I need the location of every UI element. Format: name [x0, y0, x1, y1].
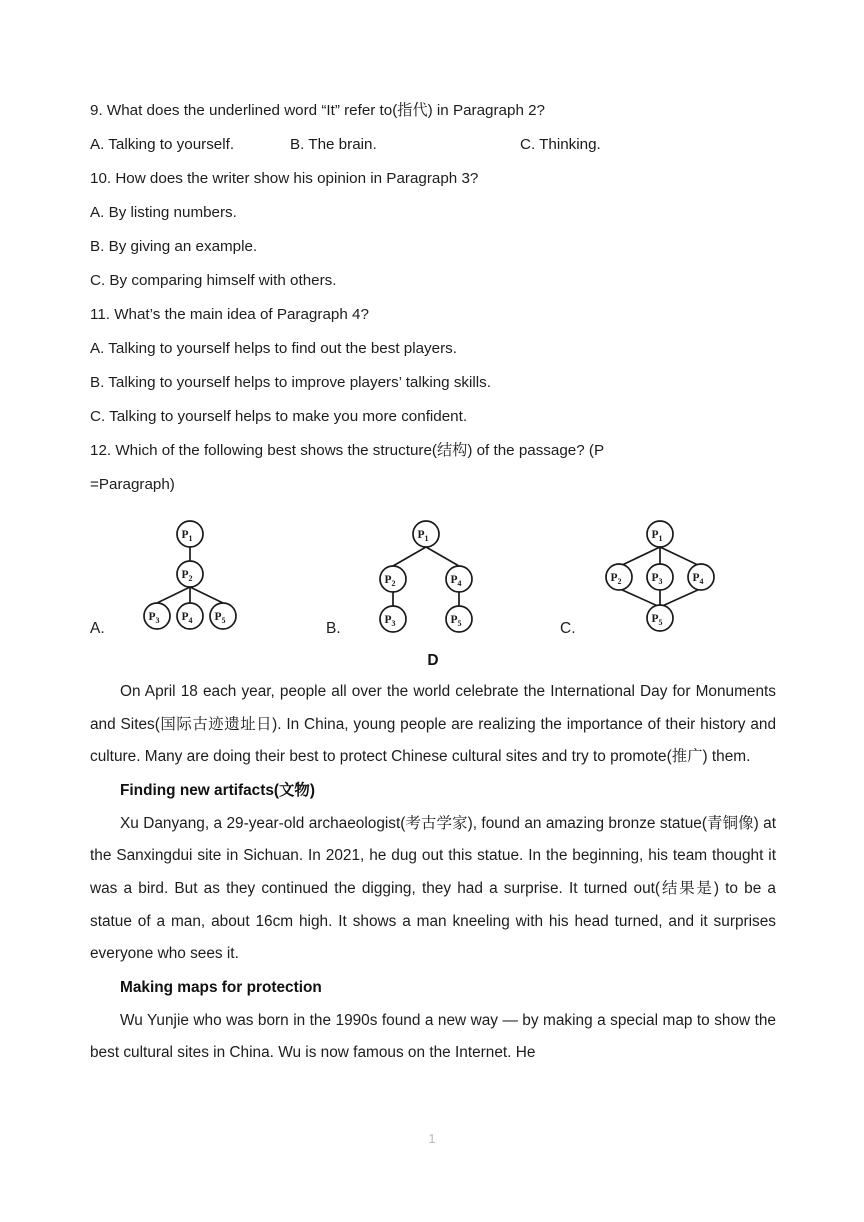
svg-text:P3: $P_3$ [651, 572, 663, 586]
svg-text:P5: $P_5$ [214, 611, 226, 625]
question-11-option-c[interactable]: C. Talking to yourself helps to make you more confident. [90, 408, 468, 425]
svg-text:P2: $P_2$ [181, 569, 193, 583]
svg-text:P1: $P_1$ [181, 529, 193, 543]
question-12-diagram-options [90, 512, 776, 644]
passage-subheading-2: Making maps for protection [120, 978, 322, 996]
svg-text:P4: $P_4$ [450, 574, 462, 588]
svg-text:P1: $P_1$ [417, 529, 429, 543]
question-10-option-a[interactable]: A. By listing numbers. [90, 204, 237, 221]
svg-text:P3: $P_3$ [148, 611, 160, 625]
diagram-option-a[interactable] [90, 512, 330, 644]
diagram-option-b-label: B. [326, 620, 341, 637]
page-content [90, 94, 776, 1070]
passage-intro-paragraph: On April 18 each year, people all over the world celebrate the International Day for Monuments and Sites(国际古迹遗址日). In China, young people are realizing the importance of their history and culture. Many are doing their best to protect Chinese cultural sites and try to promote(推广) them. [90, 683, 776, 766]
diagram-option-a-label: A. [90, 620, 105, 637]
question-10-stem: 10. How does the writer show his opinion in Paragraph 3? [90, 170, 479, 187]
question-10-option-b[interactable]: B. By giving an example. [90, 238, 258, 255]
svg-text:P3: $P_3$ [384, 614, 396, 628]
svg-text:P4: $P_4$ [181, 611, 193, 625]
question-9-options [90, 128, 776, 162]
question-10-option-c[interactable]: C. By comparing himself with others. [90, 272, 337, 289]
question-9-option-c[interactable]: C. Thinking. [520, 136, 601, 153]
question-12-stem-continued: =Paragraph) [90, 476, 175, 493]
passage-subheading-1: Finding new artifacts(文物) [120, 781, 315, 799]
svg-text:P5: $P_5$ [651, 613, 663, 627]
passage-body-1: Xu Danyang, a 29-year-old archaeologist(考古学家), found an amazing bronze statue(青铜像) at the Sanxingdui site in Sichuan. In 2021, he dug out this statue. In the beginning, his team thought it was a bird. But as they continued the digging, they had a surprise. It turned out(结果是) to be a statue of a man, about 16cm high. It shows a man kneeling with his head turned, and it surprises everyone who sees it. [90, 814, 776, 963]
question-12-stem: 12. Which of the following best shows the structure(结构) of the passage? (P [90, 442, 605, 459]
svg-text:P5: $P_5$ [450, 614, 462, 628]
svg-text:P2: $P_2$ [610, 572, 622, 586]
question-9-option-a[interactable]: A. Talking to yourself. [90, 136, 235, 153]
question-9-option-b[interactable]: B. The brain. [290, 136, 377, 153]
page-number: 1 [428, 1132, 436, 1146]
question-11-stem: 11. What’s the main idea of Paragraph 4? [90, 306, 369, 323]
section-letter-d: D [427, 652, 439, 669]
svg-text:P2: $P_2$ [384, 574, 396, 588]
question-9-stem: 9. What does the underlined word “It” refer to(指代) in Paragraph 2? [90, 102, 546, 119]
diagram-b-svg [348, 512, 518, 638]
diagram-c-svg [582, 512, 752, 638]
diagram-option-c-label: C. [560, 620, 576, 637]
diagram-a-svg [112, 512, 282, 638]
question-11-option-b[interactable]: B. Talking to yourself helps to improve players’ talking skills. [90, 374, 491, 391]
diagram-option-c[interactable] [560, 512, 800, 644]
svg-text:P4: $P_4$ [692, 572, 704, 586]
passage-body-2: Wu Yunjie who was born in the 1990s found a new way — by making a special map to show the best cultural sites in China. Wu is now famous on the Internet. He [90, 1011, 776, 1062]
diagram-option-b[interactable] [326, 512, 566, 644]
question-11-option-a[interactable]: A. Talking to yourself helps to find out the best players. [90, 340, 457, 357]
svg-text:P1: $P_1$ [651, 529, 663, 543]
